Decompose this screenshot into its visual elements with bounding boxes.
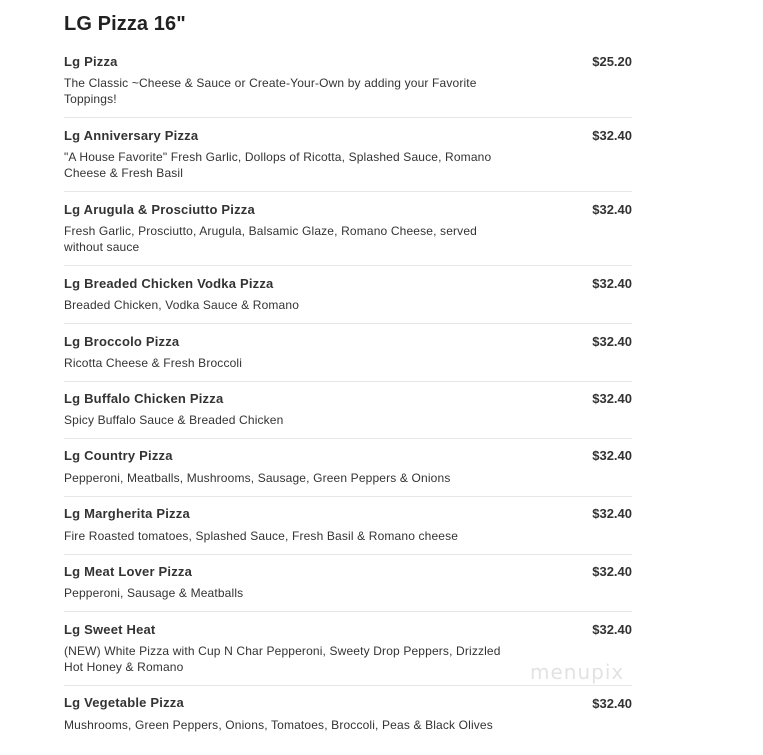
item-price: $32.40 xyxy=(592,622,632,637)
menu-item xyxy=(64,439,632,497)
item-price: $32.40 xyxy=(592,276,632,291)
watermark-logo: menupix xyxy=(530,660,625,684)
menu-item xyxy=(64,192,632,266)
item-price: $32.40 xyxy=(592,334,632,349)
item-name: Lg Pizza xyxy=(64,54,118,69)
item-description: Breaded Chicken, Vodka Sauce & Romano xyxy=(64,298,300,312)
item-description: Mushrooms, Green Peppers, Onions, Tomatoes, Broccoli, Peas & Black Olives xyxy=(64,718,493,732)
item-description: Fresh Garlic, Prosciutto, Arugula, Balsamic Glaze, Romano Cheese, served without sauce xyxy=(64,224,477,254)
item-description: (NEW) White Pizza with Cup N Char Pepperoni, Sweety Drop Peppers, Drizzled Hot Honey & Romano xyxy=(64,644,501,674)
menu-item xyxy=(64,497,632,555)
item-price: $32.40 xyxy=(592,391,632,406)
item-price: $32.40 xyxy=(592,564,632,579)
item-price: $32.40 xyxy=(592,696,632,711)
item-name: Lg Anniversary Pizza xyxy=(64,128,199,143)
item-description: Ricotta Cheese & Fresh Broccoli xyxy=(64,356,243,370)
menu-item xyxy=(64,50,632,118)
item-price: $32.40 xyxy=(592,506,632,521)
menu-item xyxy=(64,382,632,439)
item-name: Lg Country Pizza xyxy=(64,448,173,463)
item-price: $32.40 xyxy=(592,448,632,463)
item-name: Lg Arugula & Prosciutto Pizza xyxy=(64,202,255,217)
item-name: Lg Broccolo Pizza xyxy=(64,334,180,349)
item-price: $32.40 xyxy=(592,128,632,143)
item-price: $32.40 xyxy=(592,202,632,217)
item-description: The Classic ~Cheese & Sauce or Create-Your-Own by adding your Favorite Toppings! xyxy=(64,76,477,106)
item-name: Lg Breaded Chicken Vodka Pizza xyxy=(64,276,274,291)
menu-item xyxy=(64,555,632,612)
item-description: Spicy Buffalo Sauce & Breaded Chicken xyxy=(64,413,284,427)
menu-item xyxy=(64,686,632,754)
menu-item xyxy=(64,324,632,382)
menu-list xyxy=(64,50,632,754)
item-description: Pepperoni, Meatballs, Mushrooms, Sausage, Green Peppers & Onions xyxy=(64,471,451,485)
item-price: $25.20 xyxy=(592,54,632,69)
item-name: Lg Buffalo Chicken Pizza xyxy=(64,391,224,406)
menu-item xyxy=(64,266,632,324)
item-description: Pepperoni, Sausage & Meatballs xyxy=(64,586,244,600)
page-title: LG Pizza 16" xyxy=(64,13,186,35)
item-name: Lg Margherita Pizza xyxy=(64,506,190,521)
item-description: "A House Favorite" Fresh Garlic, Dollops of Ricotta, Splashed Sauce, Romano Cheese & Fresh Basil xyxy=(64,150,492,180)
item-name: Lg Vegetable Pizza xyxy=(64,695,184,710)
item-description: Fire Roasted tomatoes, Splashed Sauce, Fresh Basil & Romano cheese xyxy=(64,529,459,543)
item-name: Lg Sweet Heat xyxy=(64,622,156,637)
menu-item xyxy=(64,118,632,192)
item-name: Lg Meat Lover Pizza xyxy=(64,564,193,579)
